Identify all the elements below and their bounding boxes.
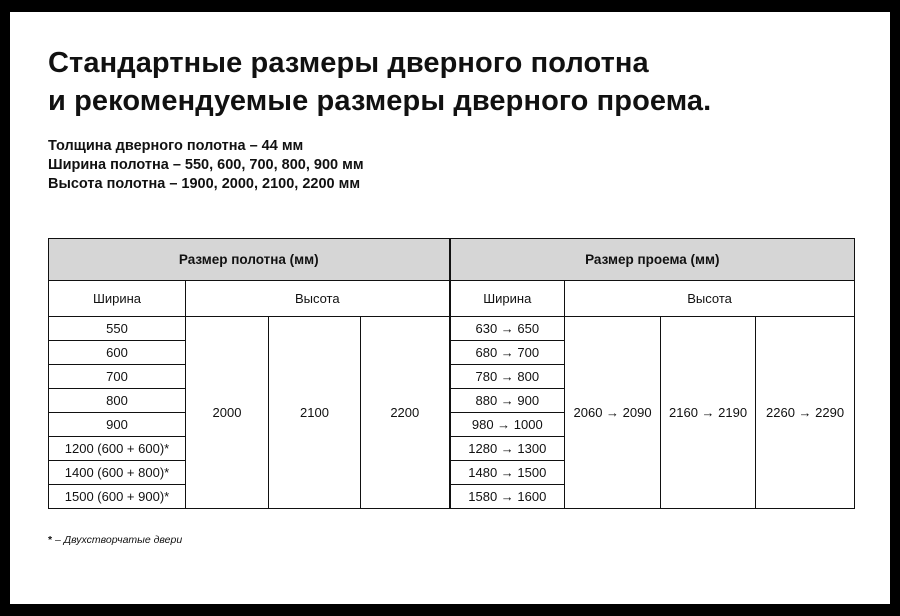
footnote xyxy=(48,534,182,546)
leaf-width-cell: 1200 (600 + 600)* xyxy=(49,437,186,461)
spec-thickness: Толщина дверного полотна – 44 мм xyxy=(48,138,304,154)
opening-width-cell: 630 → 650 xyxy=(450,317,565,341)
opening-width-cell: 980 → 1000 xyxy=(450,413,565,437)
leaf-height-cell: 2100 xyxy=(269,317,361,509)
group-header-opening: Размер проема (мм) xyxy=(450,239,855,281)
leaf-width-cell: 700 xyxy=(49,365,186,389)
opening-width-cell: 680 → 700 xyxy=(450,341,565,365)
leaf-width-cell: 600 xyxy=(49,341,186,365)
opening-width-cell: 880 → 900 xyxy=(450,389,565,413)
leaf-height-cell: 2000 xyxy=(186,317,269,509)
footnote-text: – Двухстворчатые двери xyxy=(52,534,183,546)
footnote-mark: * xyxy=(48,534,53,546)
group-header-leaf: Размер полотна (мм) xyxy=(49,239,450,281)
leaf-width-cell: 800 xyxy=(49,389,186,413)
leaf-height-cell: 2200 xyxy=(361,317,450,509)
leaf-width-cell: 1500 (600 + 900)* xyxy=(49,485,186,509)
page-title xyxy=(48,44,711,120)
opening-width-cell: 1480 → 1500 xyxy=(450,461,565,485)
opening-width-cell: 780 → 800 xyxy=(450,365,565,389)
header-leaf-width: Ширина xyxy=(49,281,186,317)
opening-width-cell: 1280 → 1300 xyxy=(450,437,565,461)
header-opening-width: Ширина xyxy=(450,281,565,317)
leaf-width-cell: 550 xyxy=(49,317,186,341)
specs-block xyxy=(48,137,364,194)
group-header-row xyxy=(49,239,855,281)
opening-height-cell: 2160 → 2190 xyxy=(661,317,756,509)
sub-header-row xyxy=(49,281,855,317)
title-line-1: Стандартные размеры дверного полотна xyxy=(48,47,649,79)
header-opening-height: Высота xyxy=(565,281,855,317)
document-page xyxy=(10,12,890,604)
header-leaf-height: Высота xyxy=(186,281,450,317)
opening-height-cell: 2060 → 2090 xyxy=(565,317,661,509)
table-row xyxy=(49,317,855,341)
opening-height-cell: 2260 → 2290 xyxy=(756,317,855,509)
title-line-2: и рекомендуемые размеры дверного проема. xyxy=(48,85,712,117)
leaf-width-cell: 1400 (600 + 800)* xyxy=(49,461,186,485)
sizes-table xyxy=(48,238,855,509)
spec-height: Высота полотна – 1900, 2000, 2100, 2200 мм xyxy=(48,176,361,192)
spec-width: Ширина полотна – 550, 600, 700, 800, 900 мм xyxy=(48,157,364,173)
opening-width-cell: 1580 → 1600 xyxy=(450,485,565,509)
leaf-width-cell: 900 xyxy=(49,413,186,437)
